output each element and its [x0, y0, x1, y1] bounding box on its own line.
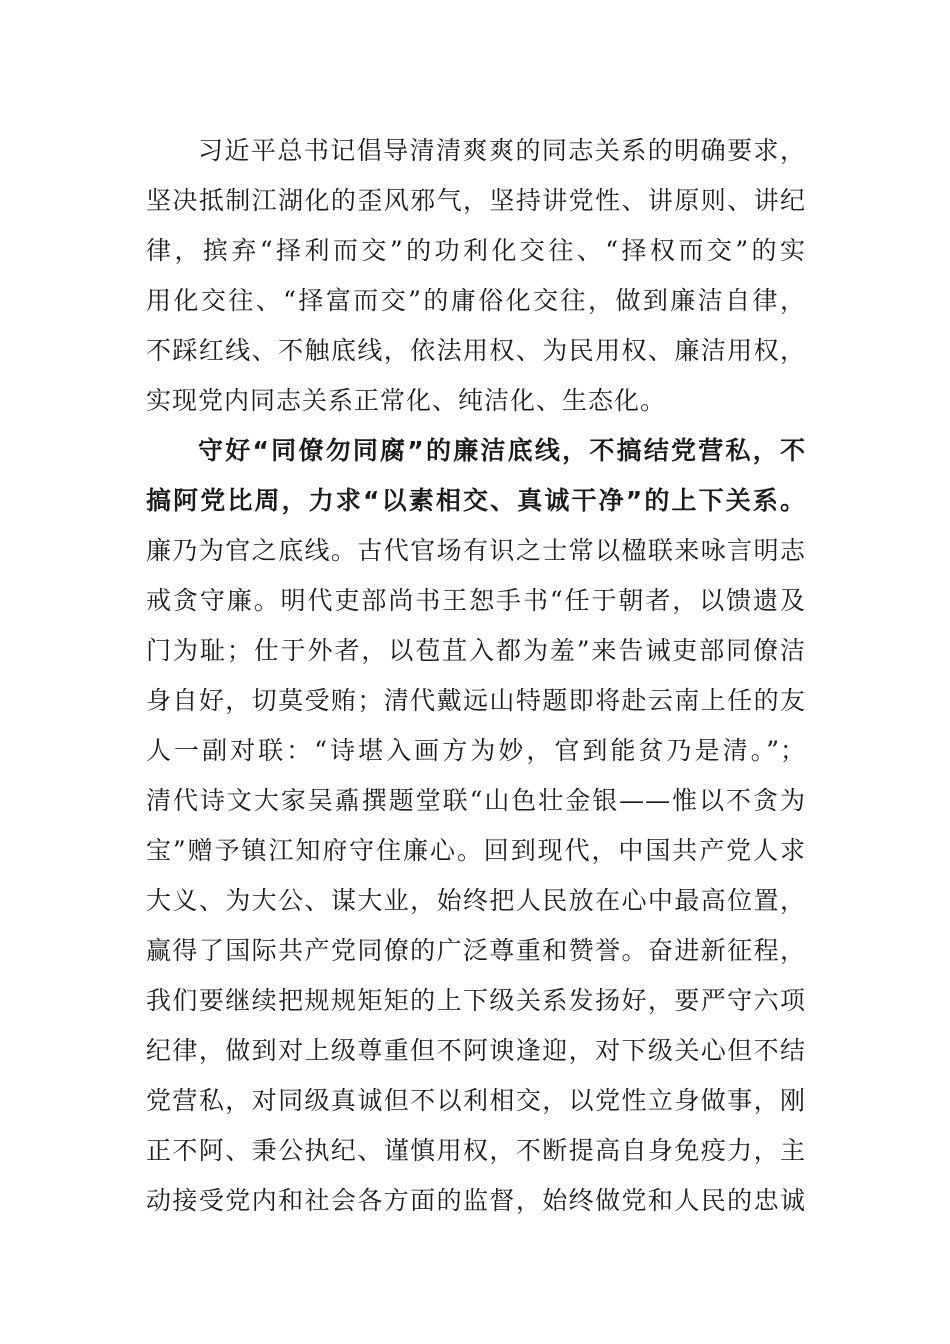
paragraph-line: 门为耻；仕于外者，以苞苴入都为羞”来告诫吏部同僚洁	[146, 636, 806, 665]
paragraph-line: 廉乃为官之底线。古代官场有识之士常以楹联来咏言明志	[146, 536, 806, 565]
paragraph-2	[146, 426, 806, 1226]
paragraph-line: 不踩红线、不触底线，依法用权、为民用权、廉洁用权，	[146, 336, 806, 365]
paragraph-line: 律，摈弃“择利而交”的功利化交往、“择权而交”的实	[146, 236, 806, 265]
paragraph-line: 坚决抵制江湖化的歪风邪气，坚持讲党性、讲原则、讲纪	[146, 186, 806, 215]
paragraph-line: 清代诗文大家吴鼒撰题堂联“山色壮金银——惟以不贪为	[146, 786, 806, 815]
paragraph-line: 动接受党内和社会各方面的监督，始终做党和人民的忠诚	[146, 1186, 806, 1215]
paragraph-line: 实现党内同志关系正常化、纯洁化、生态化。	[146, 386, 667, 415]
paragraph-line: 我们要继续把规规矩矩的上下级关系发扬好，要严守六项	[146, 986, 806, 1015]
paragraph-line: 大义、为大公、谋大业，始终把人民放在心中最高位置，	[146, 886, 806, 915]
paragraph-line: 身自好，切莫受贿；清代戴远山特题即将赴云南上任的友	[146, 686, 806, 715]
bold-heading-line: 搞阿党比周，力求“以素相交、真诚干净”的上下关系。	[146, 486, 806, 515]
paragraph-line: 纪律，做到对上级尊重但不阿谀逢迎，对下级关心但不结	[146, 1036, 806, 1065]
paragraph-line: 党营私，对同级真诚但不以利相交，以党性立身做事，刚	[146, 1086, 806, 1115]
paragraph-line: 人一副对联：“诗堪入画方为妙，官到能贫乃是清。”；	[146, 736, 806, 765]
paragraph-line: 赢得了国际共产党同僚的广泛尊重和赞誉。奋进新征程，	[146, 936, 806, 965]
paragraph-1	[146, 126, 806, 426]
paragraph-line: 正不阿、秉公执纪、谨慎用权，不断提高自身免疫力，主	[146, 1136, 806, 1165]
paragraph-line: 宝”赠予镇江知府守住廉心。回到现代，中国共产党人求	[146, 836, 806, 865]
bold-heading-line: 守好“同僚勿同腐”的廉洁底线，不搞结党营私，不	[198, 436, 806, 465]
paragraph-line: 习近平总书记倡导清清爽爽的同志关系的明确要求，	[198, 136, 806, 165]
paragraph-line: 戒贪守廉。明代吏部尚书王恕手书“任于朝者，以馈遗及	[146, 586, 806, 615]
paragraph-line: 用化交往、“择富而交”的庸俗化交往，做到廉洁自律，	[146, 286, 806, 315]
